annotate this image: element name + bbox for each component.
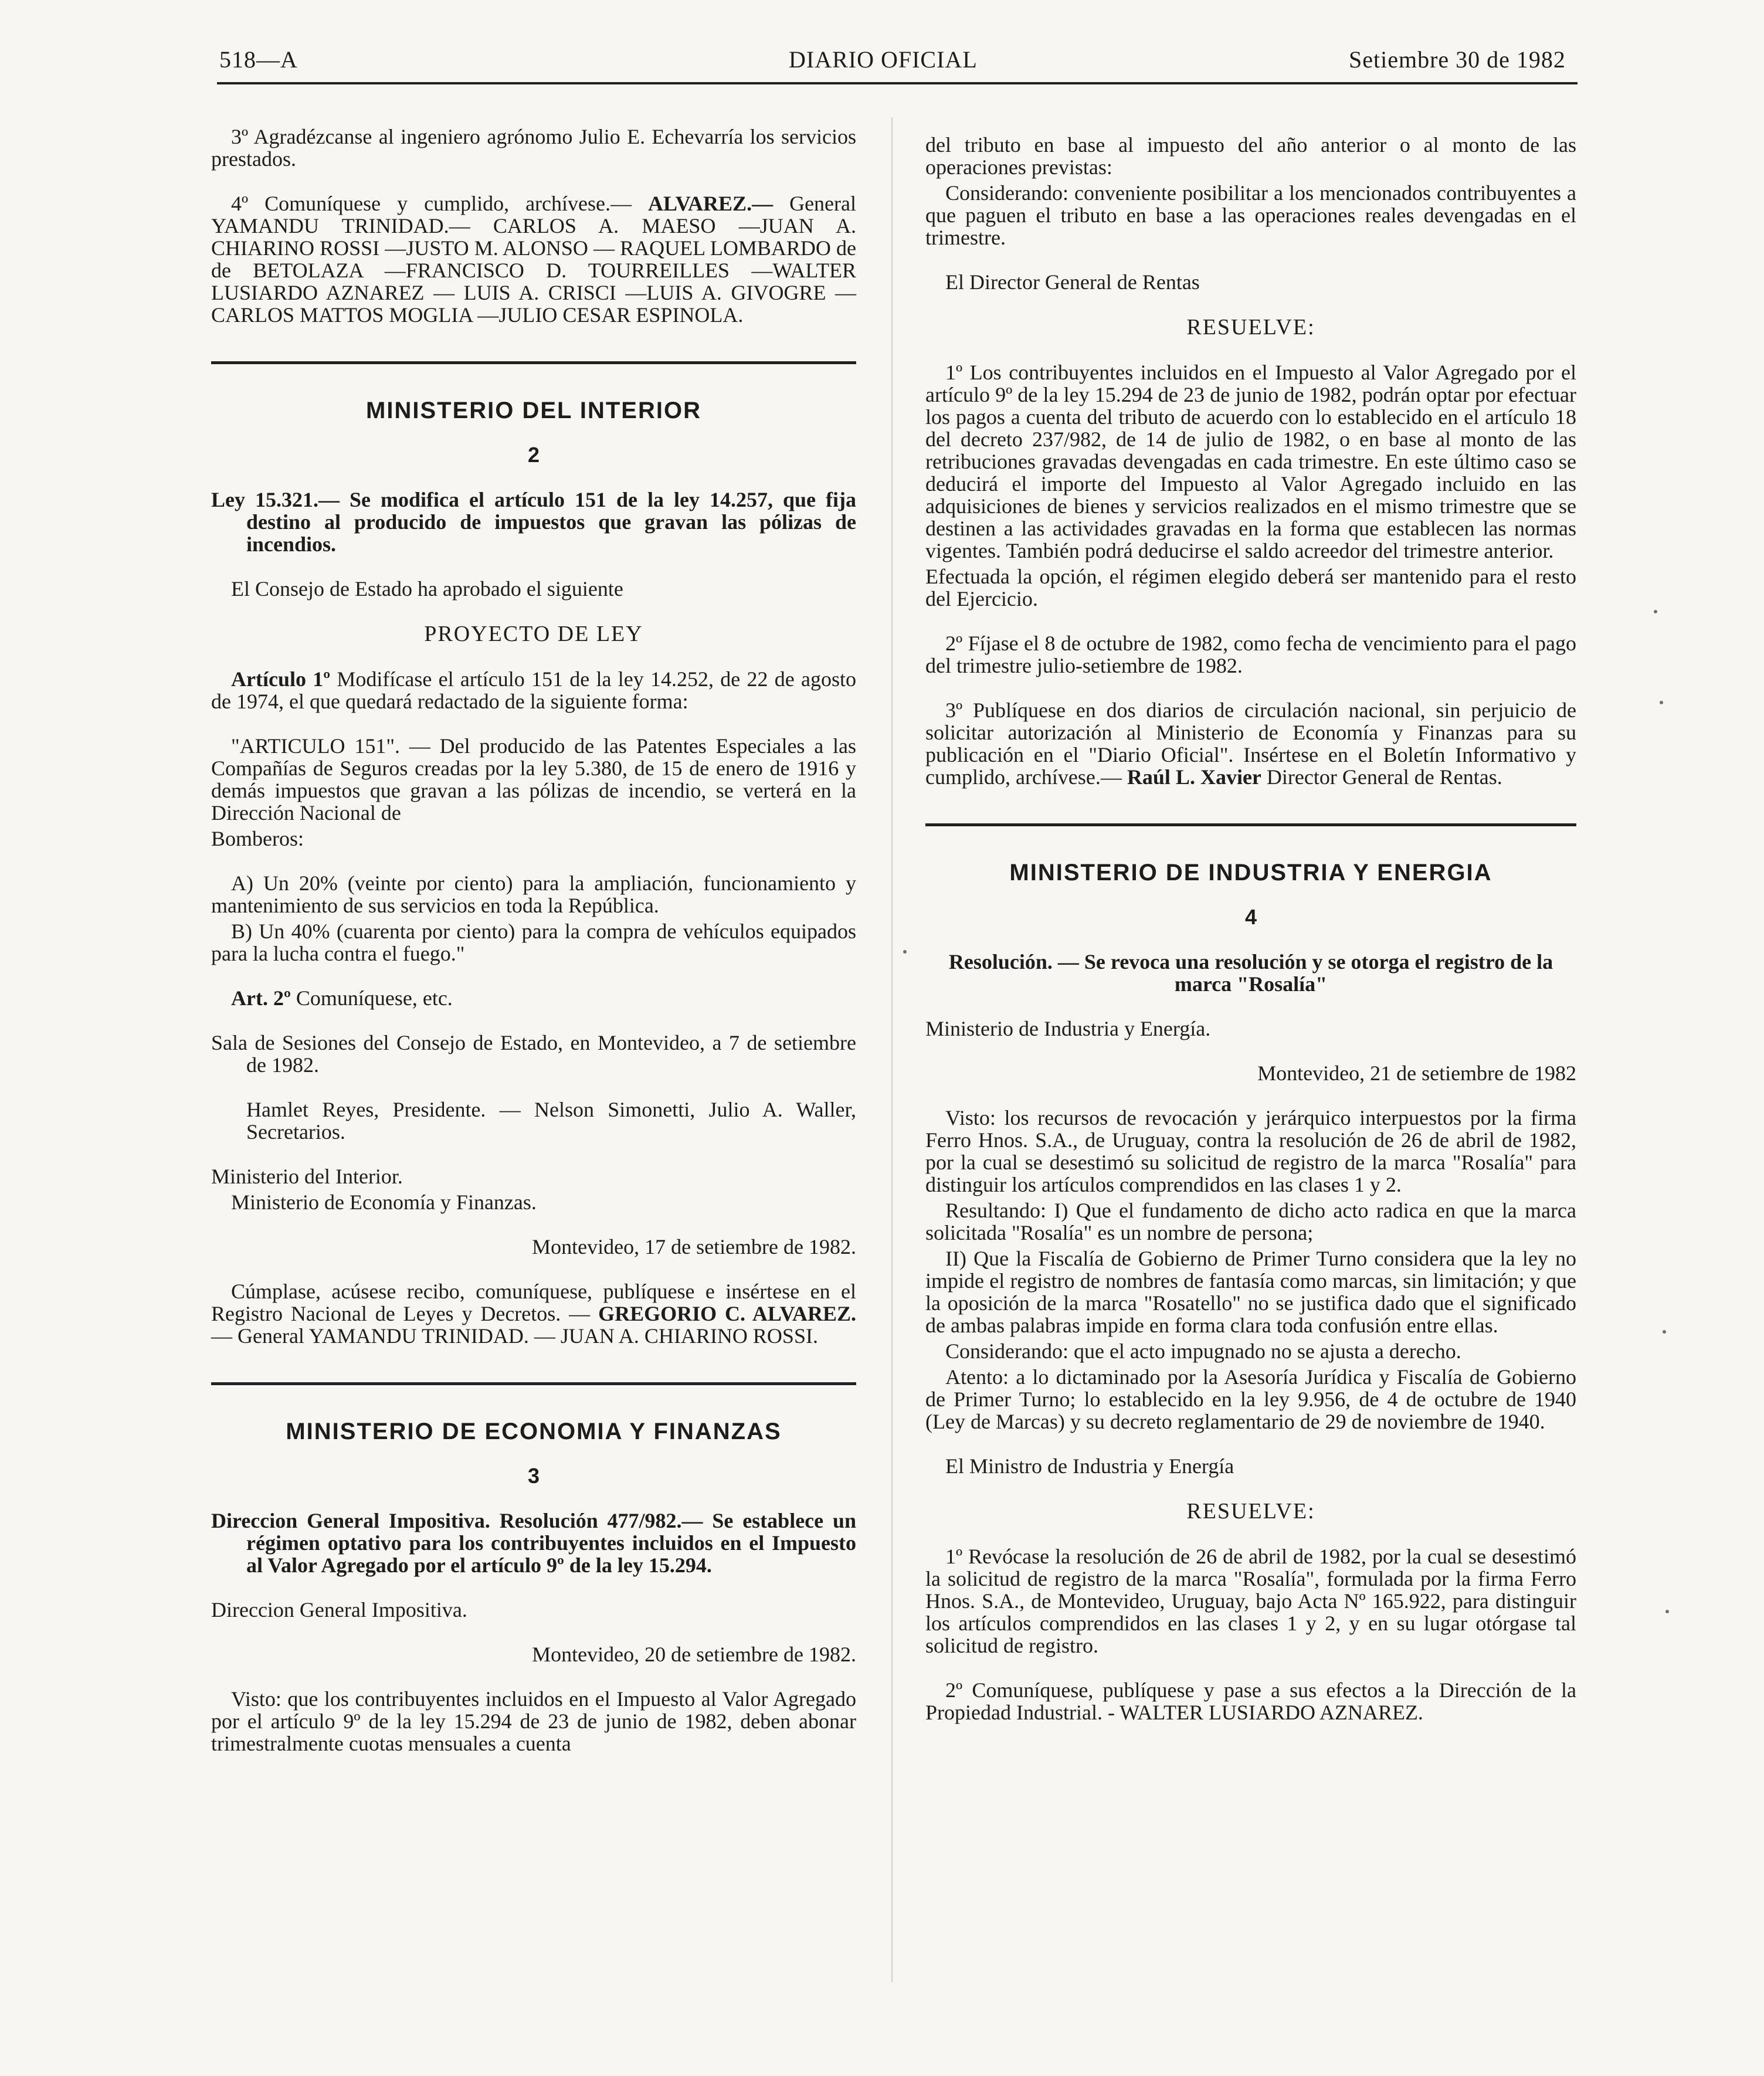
header-rule: [217, 82, 1578, 84]
law-heading: Ley 15.321.— Se modifica el artículo 151 de la ley 14.257, que fija destino al producido de impuestos que gravan las pólizas de incendios.: [211, 488, 856, 556]
resultando-2: II) Que la Fiscalía de Gobierno de Primer Turno considera que la ley no impide el registro de nombres de fantasía como marcas, sin limitación; y que la oposición de la marca "Rosatello" no se justifica dado que el significado de ambas palabras impide en forma clara toda confusión entre ellas.: [925, 1247, 1576, 1337]
left-top-p4: 4º Comuníquese y cumplido, archívese.— ALVAREZ.— General YAMANDU TRINIDAD.— CARLOS A. MAESO —JUAN A. CHIARINO ROSSI —JUSTO M. ALONSO — RAQUEL LOMBARDO de de BETOLAZA —FRANCISCO D. TOURREILLES —WALTER LUSIARDO AZNAREZ — LUIS A. CRISCI —LUIS A. GIVOGRE —CARLOS MATTOS MOGLIA —JULIO CESAR ESPINOLA.: [211, 192, 857, 327]
sala-sesiones: Sala de Sesiones del Consejo de Estado, en Montevideo, a 7 de setiembre de 1982.: [211, 1031, 856, 1077]
resolution-heading-rosalia: Resolución. — Se revoca una resolución y se otorga el registro de la marca "Rosalía": [948, 950, 1553, 996]
scan-speck: [1660, 701, 1663, 704]
continuation-text: del tributo en base al impuesto del año anterior o al monto de las operaciones previstas:: [925, 133, 1576, 179]
section-title-industria: MINISTERIO DE INDUSTRIA Y ENERGIA: [1009, 860, 1492, 886]
resuelve-1: 1º Los contribuyentes incluidos en el Impuesto al Valor Agregado por el artículo 9º de la ley 15.294 de 23 de junio de 1982, podrán optar por efectuar los pagos a cuenta del tributo de acuerdo con lo establecido en el artículo 18 del decreto 237/982, de 14 de julio de 1982, o en base al monto de las retribuciones gravadas devengadas en cada trimestre. En este último caso se deducirá el importe del Impuesto al Valor Agregado incluido en las adquisiciones de bienes y servicios realizados en el mismo trimestre que se destinen a las actividades gravadas en la forma que establecen las normas vigentes. También podrá deducirse el saldo acreedor del trimestre anterior.: [925, 361, 1576, 562]
left-column: [211, 125, 856, 1777]
signers: Hamlet Reyes, Presidente. — Nelson Simonetti, Julio A. Waller, Secretarios.: [246, 1098, 856, 1144]
resuelve-2: 2º Fíjase el 8 de octubre de 1982, como fecha de vencimiento para el pago del trimestre julio-setiembre de 1982.: [925, 632, 1576, 677]
page-number: 518—A: [219, 46, 298, 73]
resuelve-heading-1: RESUELVE:: [1186, 315, 1315, 340]
ministro-industria: El Ministro de Industria y Energía: [945, 1454, 1234, 1478]
resolution-heading-dgi: Direccion General Impositiva. Resolución 477/982.— Se establece un régimen optativo para los contribuyentes incluidos en el Impuesto al Valor Agregado por el artículo 9º de la ley 15.294.: [211, 1509, 856, 1577]
director-general: El Director General de Rentas: [945, 270, 1200, 294]
visto-industria: Visto: los recursos de revocación y jerárquico interpuestos por la firma Ferro Hnos. S.A., de Uruguay, contra la resolución de 26 de abril de 1982, por la cual se desestimó su solicitud de registro de la marca "Rosalía" para distinguir los artículos comprendidos en las clases 1 y 2.: [925, 1106, 1576, 1196]
date-montevideo-17: Montevideo, 17 de setiembre de 1982.: [532, 1235, 856, 1259]
item-a: A) Un 20% (veinte por ciento) para la ampliación, funcionamiento y mantenimiento de sus servicios en toda la República.: [211, 871, 856, 917]
section-title-interior: MINISTERIO DEL INTERIOR: [366, 398, 701, 423]
date-montevideo-21: Montevideo, 21 de setiembre de 1982: [1257, 1061, 1576, 1085]
resuelve-industria-1: 1º Revócase la resolución de 26 de abril de 1982, por la cual se desestimó la solicitud de registro de la marca "Rosalía", formulada por la firma Ferro Hnos. S.A., de Montevideo, Uruguay, bajo Acta Nº 165.922, para distinguir los artículos comprendidos en las clases 1 y 2, y en su lugar otórgase tal solicitud de registro.: [925, 1545, 1576, 1657]
resultando-1: Resultando: I) Que el fundamento de dicho acto radica en que la marca solicitada "Rosalía" es un nombre de persona;: [925, 1199, 1576, 1244]
left-top-p3: 3º Agradézcanse al ingeniero agrónomo Julio E. Echevarría los servicios prestados.: [211, 125, 856, 171]
section-number-3: 3: [527, 1464, 540, 1488]
scan-speck: [903, 950, 907, 954]
issue-date: Setiembre 30 de 1982: [1349, 46, 1566, 73]
item-b: B) Un 40% (cuarenta por ciento) para la compra de vehículos equipados para la lucha contra el fuego.": [211, 920, 856, 965]
article-2: Art. 2º Comuníquese, etc.: [231, 986, 453, 1010]
dgi-name: Direccion General Impositiva.: [211, 1598, 467, 1622]
atento: Atento: a lo dictaminado por la Asesoría Jurídica y Fiscalía de Gobierno de Primer Turno; lo establecido en la ley 9.956, de 4 de octubre de 1940 (Ley de Marcas) y su decreto reglamentario de 29 de noviembre de 1940.: [925, 1365, 1576, 1433]
section-number-4: 4: [1244, 905, 1257, 929]
section-separator: [211, 361, 856, 364]
section-title-economia: MINISTERIO DE ECONOMIA Y FINANZAS: [286, 1419, 782, 1444]
resuelve-1-option: Efectuada la opción, el régimen elegido deberá ser mantenido para el resto del Ejercicio.: [925, 565, 1576, 610]
article-1: Artículo 1º Modifícase el artículo 151 de la ley 14.252, de 22 de agosto de 1974, el que quedará redactado de la siguiente forma:: [211, 667, 857, 713]
section-separator: [925, 823, 1576, 826]
section-number-2: 2: [527, 443, 540, 467]
considerando-dgi: Considerando: conveniente posibilitar a los mencionados contribuyentes a que paguen el tributo en base a las operaciones reales devengadas en el trimestre.: [925, 181, 1576, 249]
column-divider: [891, 117, 893, 1982]
resuelve-3: 3º Publíquese en dos diarios de circulación nacional, sin perjuicio de solicitar autorización al Ministerio de Economía y Finanzas para su publicación en el "Diario Oficial". Insértese en el Boletín Informativo y cumplido, archívese.— Raúl L. Xavier Director General de Rentas.: [925, 698, 1576, 789]
considerando-industria: Considerando: que el acto impugnado no se ajusta a derecho.: [945, 1339, 1461, 1363]
ministerio-interior: Ministerio del Interior.: [211, 1165, 403, 1188]
newspaper-title: DIARIO OFICIAL: [789, 46, 978, 73]
scan-speck: [1663, 1330, 1666, 1334]
article-151: "ARTICULO 151". — Del producido de las Patentes Especiales a las Compañías de Seguros creadas por la ley 5.380, de 15 de enero de 1916 y demás impuestos que gravan a las pólizas de incendio, se verterá en la Dirección Nacional de: [211, 734, 856, 825]
date-montevideo-20: Montevideo, 20 de setiembre de 1982.: [532, 1643, 856, 1666]
ministerio-economia: Ministerio de Economía y Finanzas.: [231, 1190, 537, 1214]
proyecto-heading: PROYECTO DE LEY: [424, 622, 643, 646]
cumplase: Cúmplase, acúsese recibo, comuníquese, publíquese e insértese en el Registro Nacional de Leyes y Decretos. — GREGORIO C. ALVAREZ. — General YAMANDU TRINIDAD. — JUAN A. CHIARINO ROSSI.: [211, 1280, 856, 1348]
section-separator: [211, 1382, 856, 1385]
resuelve-heading-2: RESUELVE:: [1186, 1499, 1315, 1524]
visto-dgi: Visto: que los contribuyentes incluidos en el Impuesto al Valor Agregado por el artículo 9º de la ley 15.294 de 23 de junio de 1982, deben abonar trimestralmente cuotas mensuales a cuenta: [211, 1687, 856, 1755]
article-151-end: Bomberos:: [211, 827, 304, 850]
ministerio-industria: Ministerio de Industria y Energía.: [925, 1017, 1211, 1040]
right-column: [925, 134, 1576, 1746]
resuelve-industria-2: 2º Comuníquese, publíquese y pase a sus efectos a la Dirección de la Propiedad Industrial. - WALTER LUSIARDO AZNAREZ.: [925, 1678, 1576, 1724]
consejo-text: El Consejo de Estado ha aprobado el siguiente: [231, 577, 623, 601]
scan-speck: [1665, 1610, 1669, 1613]
scan-speck: [1654, 610, 1657, 613]
